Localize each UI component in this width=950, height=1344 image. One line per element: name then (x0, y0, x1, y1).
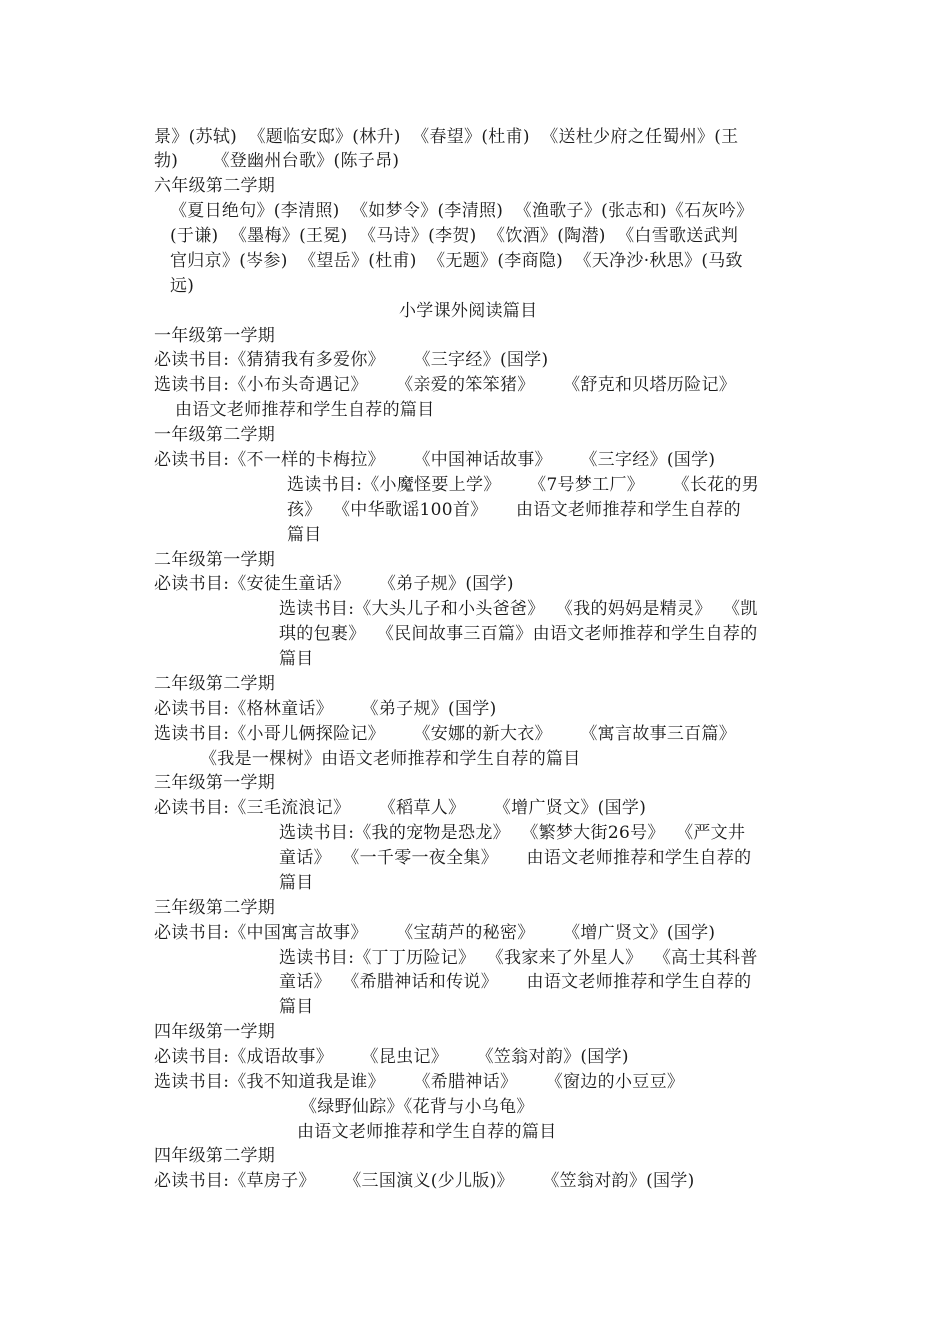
text-line: 琪的包裹》 《民间故事三百篇》由语文老师推荐和学生自荐的 (279, 624, 758, 644)
text-line: 《夏日绝句》(李清照) 《如梦令》(李清照) 《渔歌子》(张志和)《石灰吟》 (170, 201, 754, 221)
text-line: 选读书目:《大头儿子和小头爸爸》 《我的妈妈是精灵》 《凯 (279, 599, 758, 619)
text-line: 选读书目:《丁丁历险记》 《我家来了外星人》 《高士其科普 (279, 948, 758, 968)
section-heading: 三年级第二学期 (154, 898, 276, 918)
section-heading: 二年级第一学期 (154, 550, 276, 570)
text-line: 孩》 《中华歌谣100首》 由语文老师推荐和学生自荐的 (287, 500, 741, 520)
text-line: 选读书目:《小哥儿俩探险记》 《安娜的新大衣》 《寓言故事三百篇》 (154, 724, 737, 744)
text-line: 选读书目:《小魔怪要上学》 《7号梦工厂》 《长花的男 (287, 475, 760, 495)
text-line: 童话》 《希腊神话和传说》 由语文老师推荐和学生自荐的 (279, 972, 752, 992)
text-line: 必读书目:《中国寓言故事》 《宝葫芦的秘密》 《增广贤文》(国学) (154, 923, 716, 943)
text-line: 选读书目:《小布头奇遇记》 《亲爱的笨笨猪》 《舒克和贝塔历险记》 (154, 375, 737, 395)
text-line: 童话》 《一千零一夜全集》 由语文老师推荐和学生自荐的 (279, 848, 752, 868)
text-line: 必读书目:《格林童话》 《弟子规》(国学) (154, 699, 497, 719)
section-heading: 四年级第二学期 (154, 1146, 276, 1166)
section-heading: 一年级第二学期 (154, 425, 276, 445)
text-line: 必读书目:《草房子》 《三国演义(少儿版)》 《笠翁对韵》(国学) (154, 1171, 695, 1191)
text-line: 必读书目:《猜猜我有多爱你》 《三字经》(国学) (154, 350, 549, 370)
text-line: 选读书目:《我的宠物是恐龙》 《繁梦大街26号》 《严文井 (279, 823, 746, 843)
text-line: 篇目 (279, 649, 314, 669)
text-line: 《绿野仙踪》《花背与小乌龟》 (300, 1097, 534, 1117)
section-heading: 六年级第二学期 (154, 176, 276, 196)
text-line: 官归京》(岑参) 《望岳》(杜甫) 《无题》(李商隐) 《天净沙·秋思》(马致 (170, 251, 743, 271)
text-line: 篇目 (287, 525, 322, 545)
text-line: 远) (170, 276, 195, 296)
text-line: 必读书目:《三毛流浪记》 《稻草人》 《增广贤文》(国学) (154, 798, 647, 818)
text-line: 必读书目:《安徒生童话》 《弟子规》(国学) (154, 574, 514, 594)
text-line: 篇目 (279, 873, 314, 893)
text-line: 由语文老师推荐和学生自荐的篇目 (297, 1122, 557, 1142)
text-line: 篇目 (279, 997, 314, 1017)
section-heading: 四年级第一学期 (154, 1022, 276, 1042)
text-line: 必读书目:《成语故事》 《昆虫记》 《笠翁对韵》(国学) (154, 1047, 629, 1067)
text-line: 必读书目:《不一样的卡梅拉》 《中国神话故事》 《三字经》(国学) (154, 450, 716, 470)
text-line: 景》(苏轼) 《题临安邸》(林升) 《春望》(杜甫) 《送杜少府之任蜀州》(王 (154, 127, 739, 147)
text-line: 《我是一棵树》由语文老师推荐和学生自荐的篇目 (200, 749, 581, 769)
page-title: 小学课外阅读篇目 (399, 301, 538, 321)
text-line: (于谦) 《墨梅》(王冕) 《马诗》(李贺) 《饮酒》(陶潜) 《白雪歌送武判 (170, 226, 739, 246)
text-line: 选读书目:《我不知道我是谁》 《希腊神话》 《窗边的小豆豆》 (154, 1072, 685, 1092)
section-heading: 一年级第一学期 (154, 326, 276, 346)
text-line: 由语文老师推荐和学生自荐的篇目 (175, 400, 435, 420)
text-line: 勃) 《登幽州台歌》(陈子昂) (154, 151, 400, 171)
section-heading: 三年级第一学期 (154, 773, 276, 793)
section-heading: 二年级第二学期 (154, 674, 276, 694)
